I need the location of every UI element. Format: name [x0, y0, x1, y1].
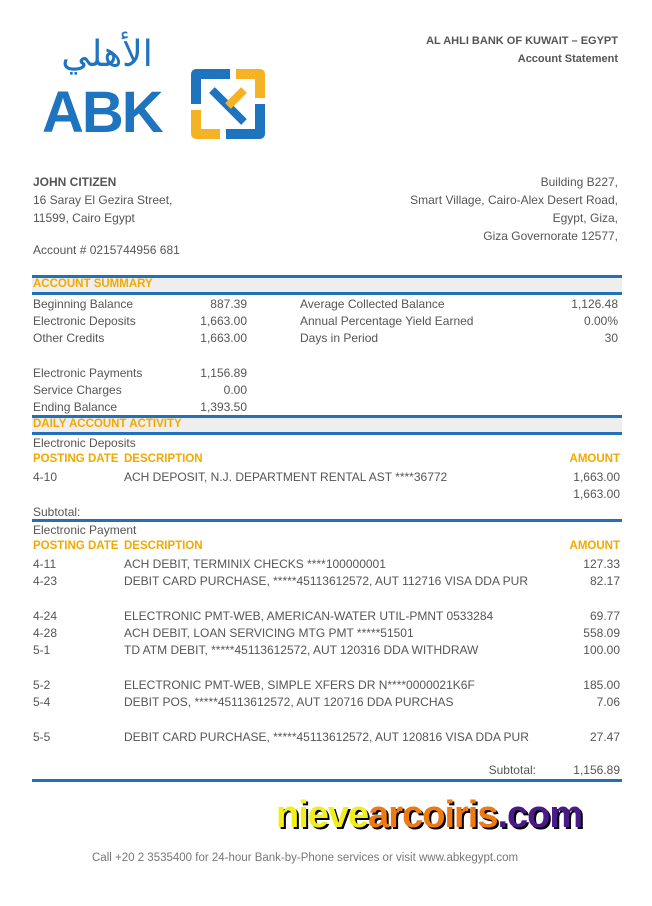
account-number: Account # 0215744956 681 [33, 243, 180, 257]
amount: 558.09 [583, 626, 620, 640]
bank-address-line: Giza Governorate 12577, [483, 229, 618, 243]
divider [32, 432, 622, 435]
col-description: DESCRIPTION [124, 540, 203, 552]
section-title-daily-activity: DAILY ACCOUNT ACTIVITY [33, 418, 182, 430]
col-posting-date: POSTING DATE [33, 453, 119, 465]
description: DEBIT CARD PURCHASE, *****45113612572, AUT 120816 VISA DDA PUR [124, 730, 529, 744]
customer-address [33, 173, 172, 227]
payments-subtotal-label: Subtotal: [488, 763, 536, 777]
description: TD ATM DEBIT, *****45113612572, AUT 120316 DDA WITHDRAW [124, 643, 479, 657]
posting-date: 4-10 [33, 470, 58, 484]
logo-text: ABK [42, 80, 162, 145]
deposits-title: Electronic Deposits [33, 436, 136, 450]
amount: 185.00 [583, 678, 620, 692]
summary-value: 0.00 [223, 383, 247, 397]
summary-label: Beginning Balance [33, 297, 134, 311]
amount: 127.33 [583, 557, 620, 571]
amount: 1,663.00 [573, 470, 620, 484]
summary-label: Service Charges [33, 383, 122, 397]
amount: 7.06 [596, 695, 620, 709]
table-row [32, 573, 620, 590]
deposits-subtotal-label: Subtotal: [33, 505, 81, 519]
summary-label: Average Collected Balance [300, 297, 445, 311]
customer-address-line: 11599, Cairo Egypt [33, 211, 135, 225]
watermark-part: arcoiris [368, 794, 498, 836]
customer-name: JOHN CITIZEN [33, 175, 117, 189]
divider [32, 292, 622, 295]
summary-label: Ending Balance [33, 400, 118, 414]
watermark [276, 792, 582, 838]
payments-subtotal: 1,156.89 [573, 763, 620, 777]
table-row [32, 556, 620, 573]
table-row [32, 608, 620, 625]
posting-date: 5-4 [33, 695, 51, 709]
footer-contact-text: Call +20 2 3535400 for 24-hour Bank-by-Phone services or visit www.abkegypt.com [92, 852, 519, 864]
summary-value: 1,393.50 [200, 400, 247, 414]
logo-arabic-text: الأهلي [61, 34, 153, 75]
posting-date: 5-2 [33, 678, 51, 692]
table-row [32, 729, 620, 746]
payments-subtotal-row [32, 762, 620, 779]
summary-label: Electronic Payments [33, 366, 143, 380]
amount: 100.00 [583, 643, 620, 657]
summary-label: Days in Period [300, 331, 379, 345]
watermark-part: nieve [276, 794, 369, 836]
table-row [32, 677, 620, 694]
col-description: DESCRIPTION [124, 453, 203, 465]
col-amount: AMOUNT [569, 453, 620, 465]
payments-title: Electronic Payment [33, 523, 137, 537]
description: ACH DEPOSIT, N.J. DEPARTMENT RENTAL AST ****36772 [124, 470, 448, 484]
description: ACH DEBIT, TERMINIX CHECKS ****100000001 [124, 557, 386, 571]
description: ACH DEBIT, LOAN SERVICING MTG PMT *****51501 [124, 626, 414, 640]
customer-address-line: 16 Saray El Gezira Street, [33, 193, 173, 207]
summary-value: 1,156.89 [200, 366, 247, 380]
divider [32, 519, 622, 522]
deposits-total-row [32, 486, 620, 503]
posting-date: 5-5 [33, 730, 51, 744]
section-title-account-summary: ACCOUNT SUMMARY [33, 278, 153, 290]
bank-name: AL AHLI BANK OF KUWAIT – EGYPT [426, 35, 618, 47]
summary-value: 1,126.48 [571, 297, 618, 311]
posting-date: 4-28 [33, 626, 58, 640]
payments-column-headers [32, 538, 620, 555]
table-row [32, 642, 620, 659]
col-amount: AMOUNT [569, 540, 620, 552]
summary-label: Annual Percentage Yield Earned [300, 314, 474, 328]
amount: 69.77 [589, 609, 620, 623]
bank-address [410, 173, 618, 245]
description: ELECTRONIC PMT-WEB, AMERICAN-WATER UTIL-PMNT 0533284 [124, 609, 494, 623]
divider [32, 779, 622, 782]
summary-value: 887.39 [210, 297, 247, 311]
table-row [32, 469, 620, 486]
bank-address-line: Building B227, [540, 175, 618, 189]
posting-date: 4-11 [33, 557, 57, 571]
table-row [32, 694, 620, 711]
amount: 82.17 [589, 574, 620, 588]
posting-date: 4-23 [33, 574, 58, 588]
table-row [32, 625, 620, 642]
description: DEBIT CARD PURCHASE, *****45113612572, AUT 112716 VISA DDA PUR [124, 574, 528, 588]
summary-label: Other Credits [33, 331, 105, 345]
description: ELECTRONIC PMT-WEB, SIMPLE XFERS DR N****0000021K6F [124, 678, 475, 692]
summary-value: 0.00% [583, 314, 618, 328]
deposits-column-headers [32, 451, 620, 468]
amount: 27.47 [589, 730, 620, 744]
posting-date: 4-24 [33, 609, 58, 623]
summary-value: 1,663.00 [200, 331, 247, 345]
deposits-total: 1,663.00 [573, 487, 620, 501]
posting-date: 5-1 [33, 643, 51, 657]
description: DEBIT POS, *****45113612572, AUT 120716 DDA PURCHAS [124, 695, 454, 709]
logo-mark-icon [190, 68, 266, 140]
document-title: Account Statement [517, 53, 618, 65]
summary-value: 30 [604, 331, 618, 345]
summary-value: 1,663.00 [200, 314, 247, 328]
watermark-part: .com [497, 794, 583, 836]
col-posting-date: POSTING DATE [33, 540, 119, 552]
bank-address-line: Egypt, Giza, [552, 211, 618, 225]
bank-address-line: Smart Village, Cairo-Alex Desert Road, [410, 193, 618, 207]
summary-label: Electronic Deposits [33, 314, 136, 328]
